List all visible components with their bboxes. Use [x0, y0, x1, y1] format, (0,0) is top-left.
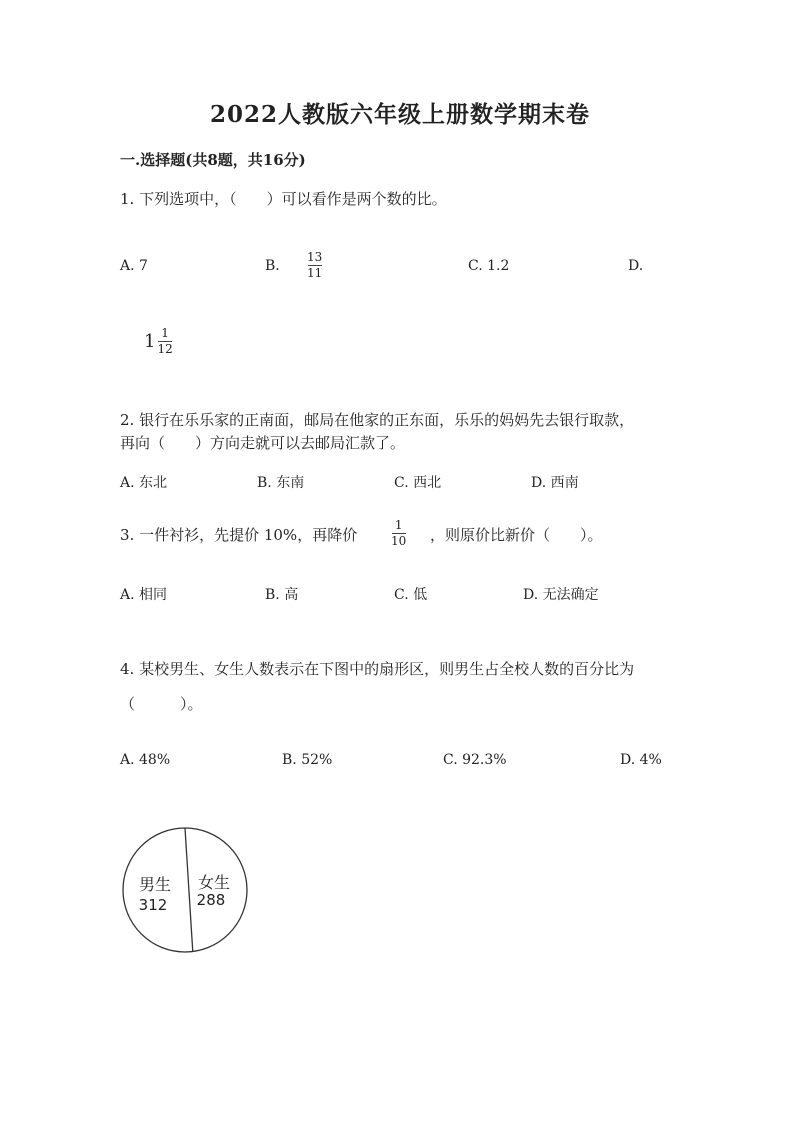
question-2-line-2: 再向（ ）方向走就可以去邮局汇款了。 — [120, 434, 406, 452]
q1-option-a: A. 7 — [120, 258, 148, 274]
q3-option-c: C. 低 — [394, 587, 428, 603]
section-heading: 一.选择题(共8题，共16分) — [120, 151, 306, 169]
q1-option-d-label: D. — [628, 258, 644, 274]
question-4-line-1: 4. 某校男生、女生人数表示在下图中的扇形区，则男生占全校人数的百分比为 — [120, 660, 635, 678]
q2-option-b: B. 东南 — [257, 475, 305, 491]
slice-label-boys: 男生 — [138, 875, 172, 894]
mixed-number-fraction — [157, 327, 172, 356]
fraction-denominator: 10 — [391, 534, 407, 548]
mixed-number-whole: 1 — [144, 331, 156, 352]
fraction-denominator: 11 — [307, 266, 323, 280]
q3-option-d: D. 无法确定 — [523, 587, 599, 603]
slice-label-girls: 女生 — [197, 873, 231, 892]
q4-option-d: D. 4% — [620, 752, 662, 768]
pie-chart — [115, 820, 255, 960]
fraction-numerator: 1 — [394, 518, 403, 532]
q4-option-c: C. 92.3% — [443, 752, 507, 768]
question-3-fraction — [391, 519, 406, 548]
question-3-suffix: ，则原价比新价（ ）。 — [430, 526, 603, 544]
q1-option-d-mixed-number — [144, 327, 173, 356]
question-3-prefix: 3. 一件衬衫，先提价 10%，再降价 — [120, 526, 358, 544]
q2-option-d: D. 西南 — [531, 475, 579, 491]
question-1-text: 1. 下列选项中，（ ）可以看作是两个数的比。 — [120, 190, 447, 208]
q2-option-a: A. 东北 — [120, 475, 168, 491]
q1-option-b-label: B. — [265, 258, 280, 274]
q1-option-b-fraction — [307, 251, 322, 280]
slice-value-boys: 312 — [138, 896, 168, 914]
question-2-line-1: 2. 银行在乐乐家的正南面，邮局在他家的正东面，乐乐的妈妈先去银行取款， — [120, 411, 635, 429]
q4-option-b: B. 52% — [282, 752, 333, 768]
slice-value-girls: 288 — [196, 891, 226, 909]
q4-option-a: A. 48% — [120, 752, 171, 768]
q2-option-c: C. 西北 — [394, 475, 442, 491]
q3-option-b: B. 高 — [265, 587, 299, 603]
fraction-numerator: 13 — [307, 250, 323, 264]
fraction-numerator: 1 — [161, 326, 169, 340]
page-title: 2022人教版六年级上册数学期末卷 — [209, 101, 590, 128]
fraction-denominator: 12 — [157, 342, 173, 356]
q3-option-a: A. 相同 — [120, 587, 168, 603]
q1-option-c: C. 1.2 — [468, 258, 510, 274]
question-4-line-2: （ ）。 — [120, 695, 203, 713]
